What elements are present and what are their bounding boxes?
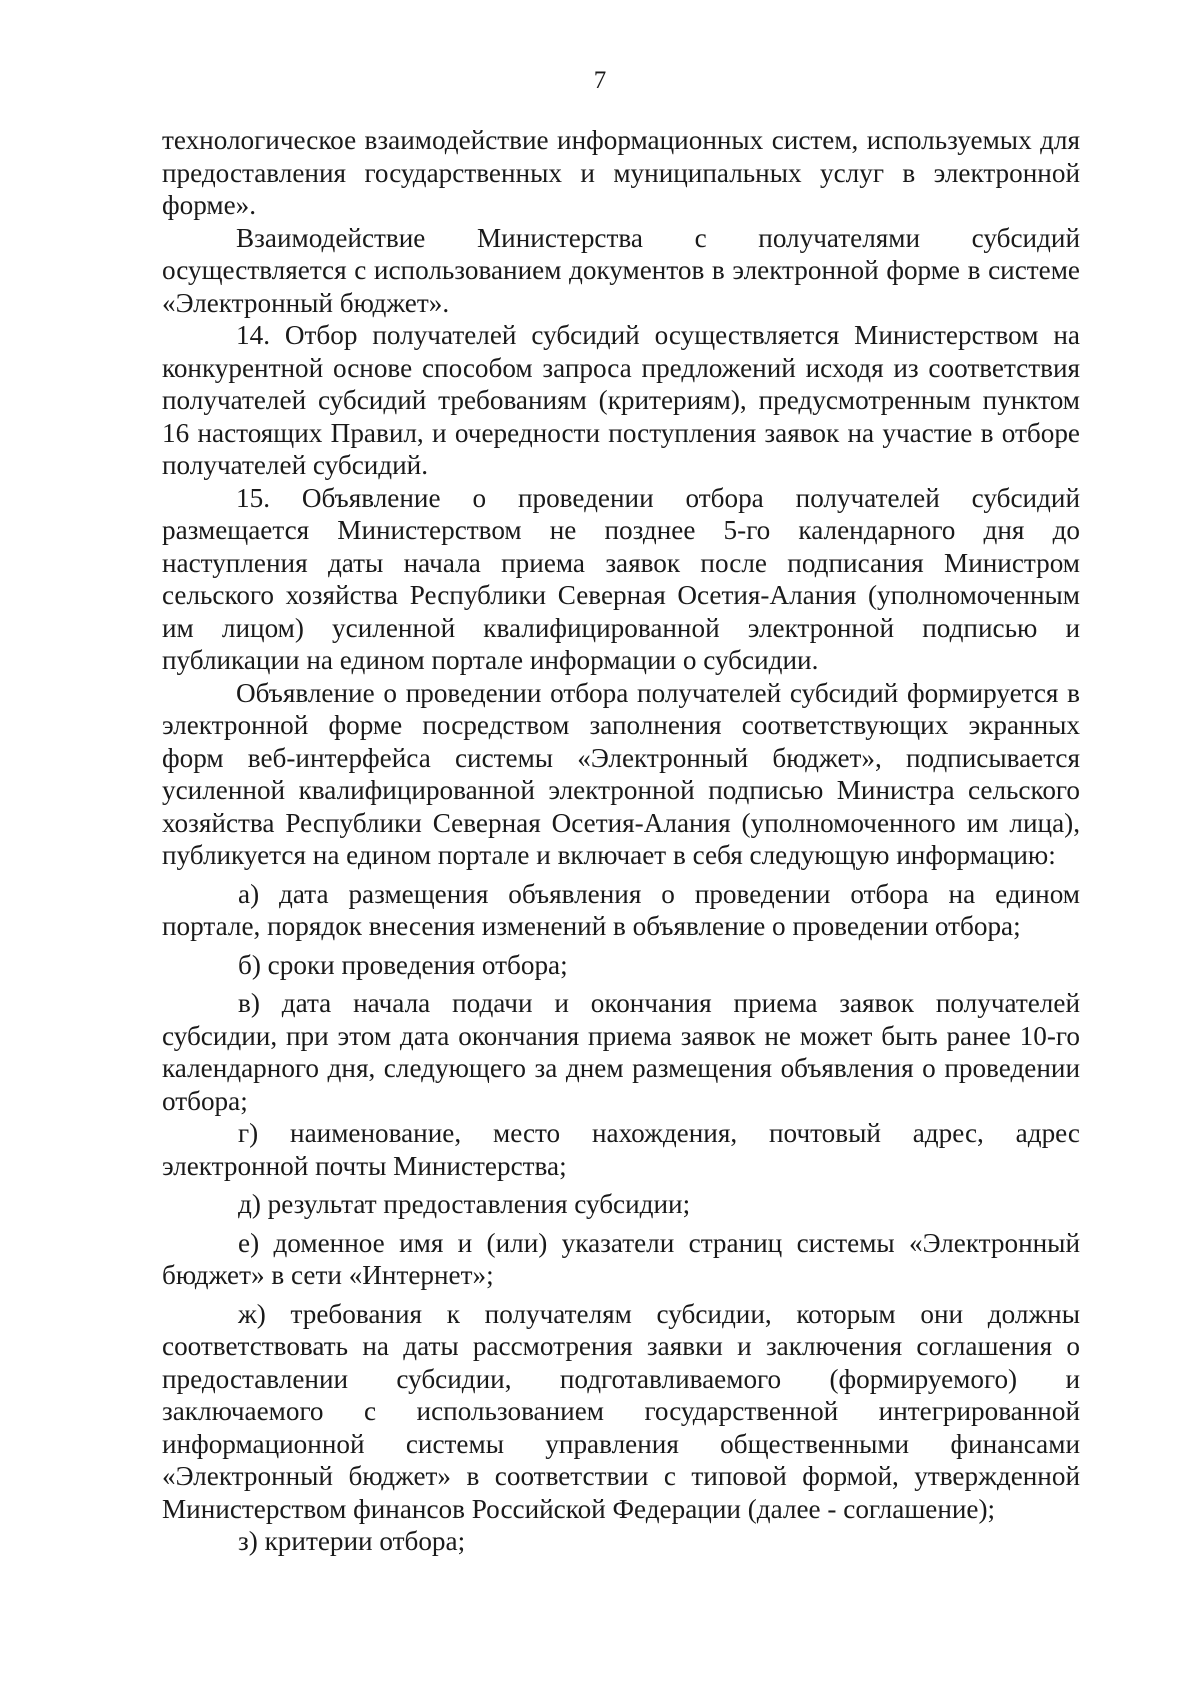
list-item-g: г) наименование, место нахождения, почтовый адрес, адрес электронной почты Министерства; [162,1118,1080,1181]
paragraph-14: 14. Отбор получателей субсидий осуществляется Министерством на конкурентной основе способом запроса предложений исходя из соответствия получателей субсидий требованиям (критериям), предусмотренным пунктом 16 настоящих Правил, и очередности поступления заявок на участие в отборе получателей субсидий. [162,320,1080,480]
paragraph-continuation: технологическое взаимодействие информационных систем, используемых для предоставления государственных и муниципальных услуг в электронной форме». [162,125,1080,220]
list-item-e: е) доменное имя и (или) указатели страниц системы «Электронный бюджет» в сети «Интернет»; [162,1227,1080,1290]
list-item-d: д) результат предоставления субсидии; [238,1189,691,1219]
list-item-zh: ж) требования к получателям субсидии, которым они должны соответствовать на даты рассмотрения заявки и заключения соглашения о предоставлении субсидии, подготавливаемого (формируемого) и заключаемого с использованием государственной интегрированной информационной системы управления общественными финансами «Электронный бюджет» в соответствии с типовой формой, утвержденной Министерством финансов Российской Федерации (далее - соглашение); [162,1298,1080,1524]
list-item-z: з) критерии отбора; [238,1526,466,1556]
paragraph-announcement: Объявление о проведении отбора получателей субсидий формируется в электронной форме посредством заполнения соответствующих экранных форм веб-интерфейса системы «Электронный бюджет», подписывается усиленной квалифицированной электронной подписью Министра сельского хозяйства Республики Северная Осетия-Алания (уполномоченного им лица), публикуется на едином портале и включает в себя следующую информацию: [162,677,1080,870]
document-body [162,124,1080,1558]
list-item-b: б) сроки проведения отбора; [238,949,568,980]
paragraph-15: 15. Объявление о проведении отбора получателей субсидий размещается Министерством не позднее 5-го календарного дня до наступления даты начала приема заявок после подписания Министром сельского хозяйства Республики Северная Осетия-Алания (уполномоченным им лицом) усиленной квалифицированной электронной подписью и публикации на едином портале информации о субсидии. [162,482,1080,675]
page-number: 7 [593,67,607,94]
list-item-a: а) дата размещения объявления о проведении отбора на едином портале, порядок внесения изменений в объявление о проведении отбора; [162,878,1080,941]
list-item-v: в) дата начала подачи и окончания приема заявок получателей субсидии, при этом дата окончания приема заявок не может быть ранее 10-го календарного дня, следующего за днем размещения объявления о проведении отбора; [162,988,1080,1116]
paragraph-interaction: Взаимодействие Министерства с получателями субсидий осуществляется с использованием документов в электронной форме в системе «Электронный бюджет». [162,222,1080,318]
